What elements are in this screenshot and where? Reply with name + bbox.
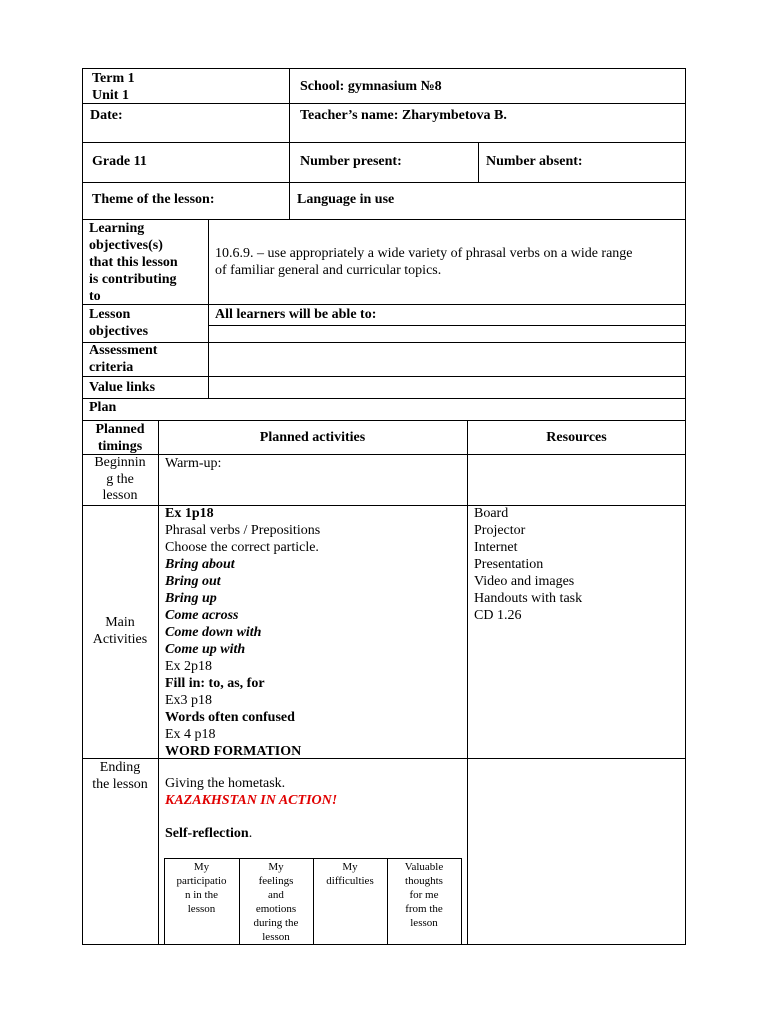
reflection-line: lesson [262,931,290,943]
reflection-valuable-thoughts [387,860,461,930]
learning-objective-text: 10.6.9. – use appropriately a wide variety of phrasal verbs on a wide range [215,246,633,261]
theme-value: Language in use [297,192,395,207]
date-label: Date: [90,108,123,123]
label-line: lesson [102,488,138,503]
activity-line: Come up with [165,642,246,657]
row-divider [208,325,686,326]
label-line: criteria [89,360,134,375]
reflection-feelings [239,860,313,944]
resource-item: Handouts with task [474,591,583,606]
warm-up-activity: Warm-up: [165,456,222,471]
label-line: Main [105,615,135,630]
planned-timings-header [82,421,158,455]
row-divider [82,342,686,343]
self-reflection-line: Self-reflection. [165,826,253,841]
number-present-label: Number present: [300,154,402,169]
ending-label [82,759,158,793]
activity-line: Fill in: to, as, for [165,676,265,691]
resource-item: Presentation [474,557,544,572]
resource-item: Video and images [474,574,575,589]
label-line: g the [106,471,134,487]
row-divider [82,182,686,183]
activity-line: Ex 1p18 [165,506,214,521]
activity-line: Come across [165,608,239,623]
label-line: the lesson [92,777,148,792]
reflection-difficulties [313,860,387,888]
resource-item: Internet [474,540,518,555]
reflection-line: during the [253,917,299,929]
self-reflection-label: Self-reflection [165,826,249,841]
learning-objective-text: of familiar general and curricular topics. [215,263,442,278]
reflection-line: feelings [258,875,294,887]
label-line: Ending [99,760,141,775]
label-line: to [89,289,101,304]
school-label: School: gymnasium №8 [300,79,442,94]
reflection-line: difficulties [326,875,374,887]
main-activities-list [165,505,320,760]
main-activities-label [82,614,158,648]
label-line: is contributing [89,272,177,287]
label-line: Beginnin [94,455,146,470]
unit-label: Unit 1 [92,88,129,103]
reflection-participation [164,860,239,916]
column-divider [158,420,159,945]
column-divider [289,68,290,219]
reflection-line: lesson [187,903,216,915]
term-label: Term 1 [92,71,135,86]
resources-list [474,505,582,624]
lesson-objectives-label [89,306,148,340]
label-line: Activities [92,632,148,647]
reflection-line: emotions [255,903,297,915]
label-line: Learning [89,221,145,236]
activity-line: Choose the correct particle. [165,540,319,555]
column-divider [478,142,479,182]
row-divider [82,420,686,421]
label-line: that this lesson [89,255,178,270]
column-divider [208,219,209,398]
lesson-objectives-text: All learners will be able to: [215,307,377,322]
reflection-line: Valuable [404,861,444,873]
resource-item: CD 1.26 [474,608,522,623]
resource-item: Board [474,506,509,521]
row-divider [82,142,686,143]
activity-line: Bring about [165,557,235,572]
plan-label: Plan [89,400,117,415]
label-line: objectives [89,324,149,339]
reflection-line: n in the [185,889,218,901]
reflection-line: and [268,889,284,901]
activity-line: Bring out [165,574,221,589]
teacher-name: Teacher’s name: Zharymbetova B. [300,108,507,123]
activity-line: Ex3 p18 [165,693,213,708]
number-absent-label: Number absent: [486,154,583,169]
column-divider [467,420,468,945]
reflection-line: thoughts [405,875,443,887]
kazakhstan-in-action: KAZAKHSTAN IN ACTION! [165,793,338,808]
assessment-criteria-label [89,342,157,376]
row-divider [82,398,686,399]
label-line: Assessment [89,343,158,358]
grade-label: Grade 11 [92,154,147,169]
reflection-line: participatio [176,875,227,887]
learning-objectives-label [89,220,178,305]
activity-line: Bring up [165,591,217,606]
row-divider [82,103,686,104]
reflection-line: lesson [410,917,438,929]
resource-item: Projector [474,523,526,538]
activity-line: Words often confused [165,710,295,725]
reflection-line: My [342,861,358,873]
reflection-line: for me [409,889,439,901]
planned-activities-header: Planned activities [259,430,366,445]
header-line: timings [97,439,143,454]
value-links-label: Value links [89,380,156,395]
resources-header: Resources [546,430,607,445]
header-line: Planned [95,422,145,437]
reflection-line: My [193,861,210,873]
row-divider [82,376,686,377]
activity-line: Ex 2p18 [165,659,213,674]
reflection-line: My [268,861,284,873]
activity-line: WORD FORMATION [165,744,302,759]
label-line: objectives(s) [89,238,163,253]
activity-line: Phrasal verbs / Prepositions [165,523,321,538]
theme-label: Theme of the lesson: [92,192,215,207]
activity-line: Come down with [165,625,262,640]
activity-line: Ex 4 p18 [165,727,216,742]
hometask-text: Giving the hometask. [165,776,286,791]
reflection-line: from the [405,903,443,915]
label-line: Lesson [89,307,131,322]
beginning-label [82,455,158,505]
